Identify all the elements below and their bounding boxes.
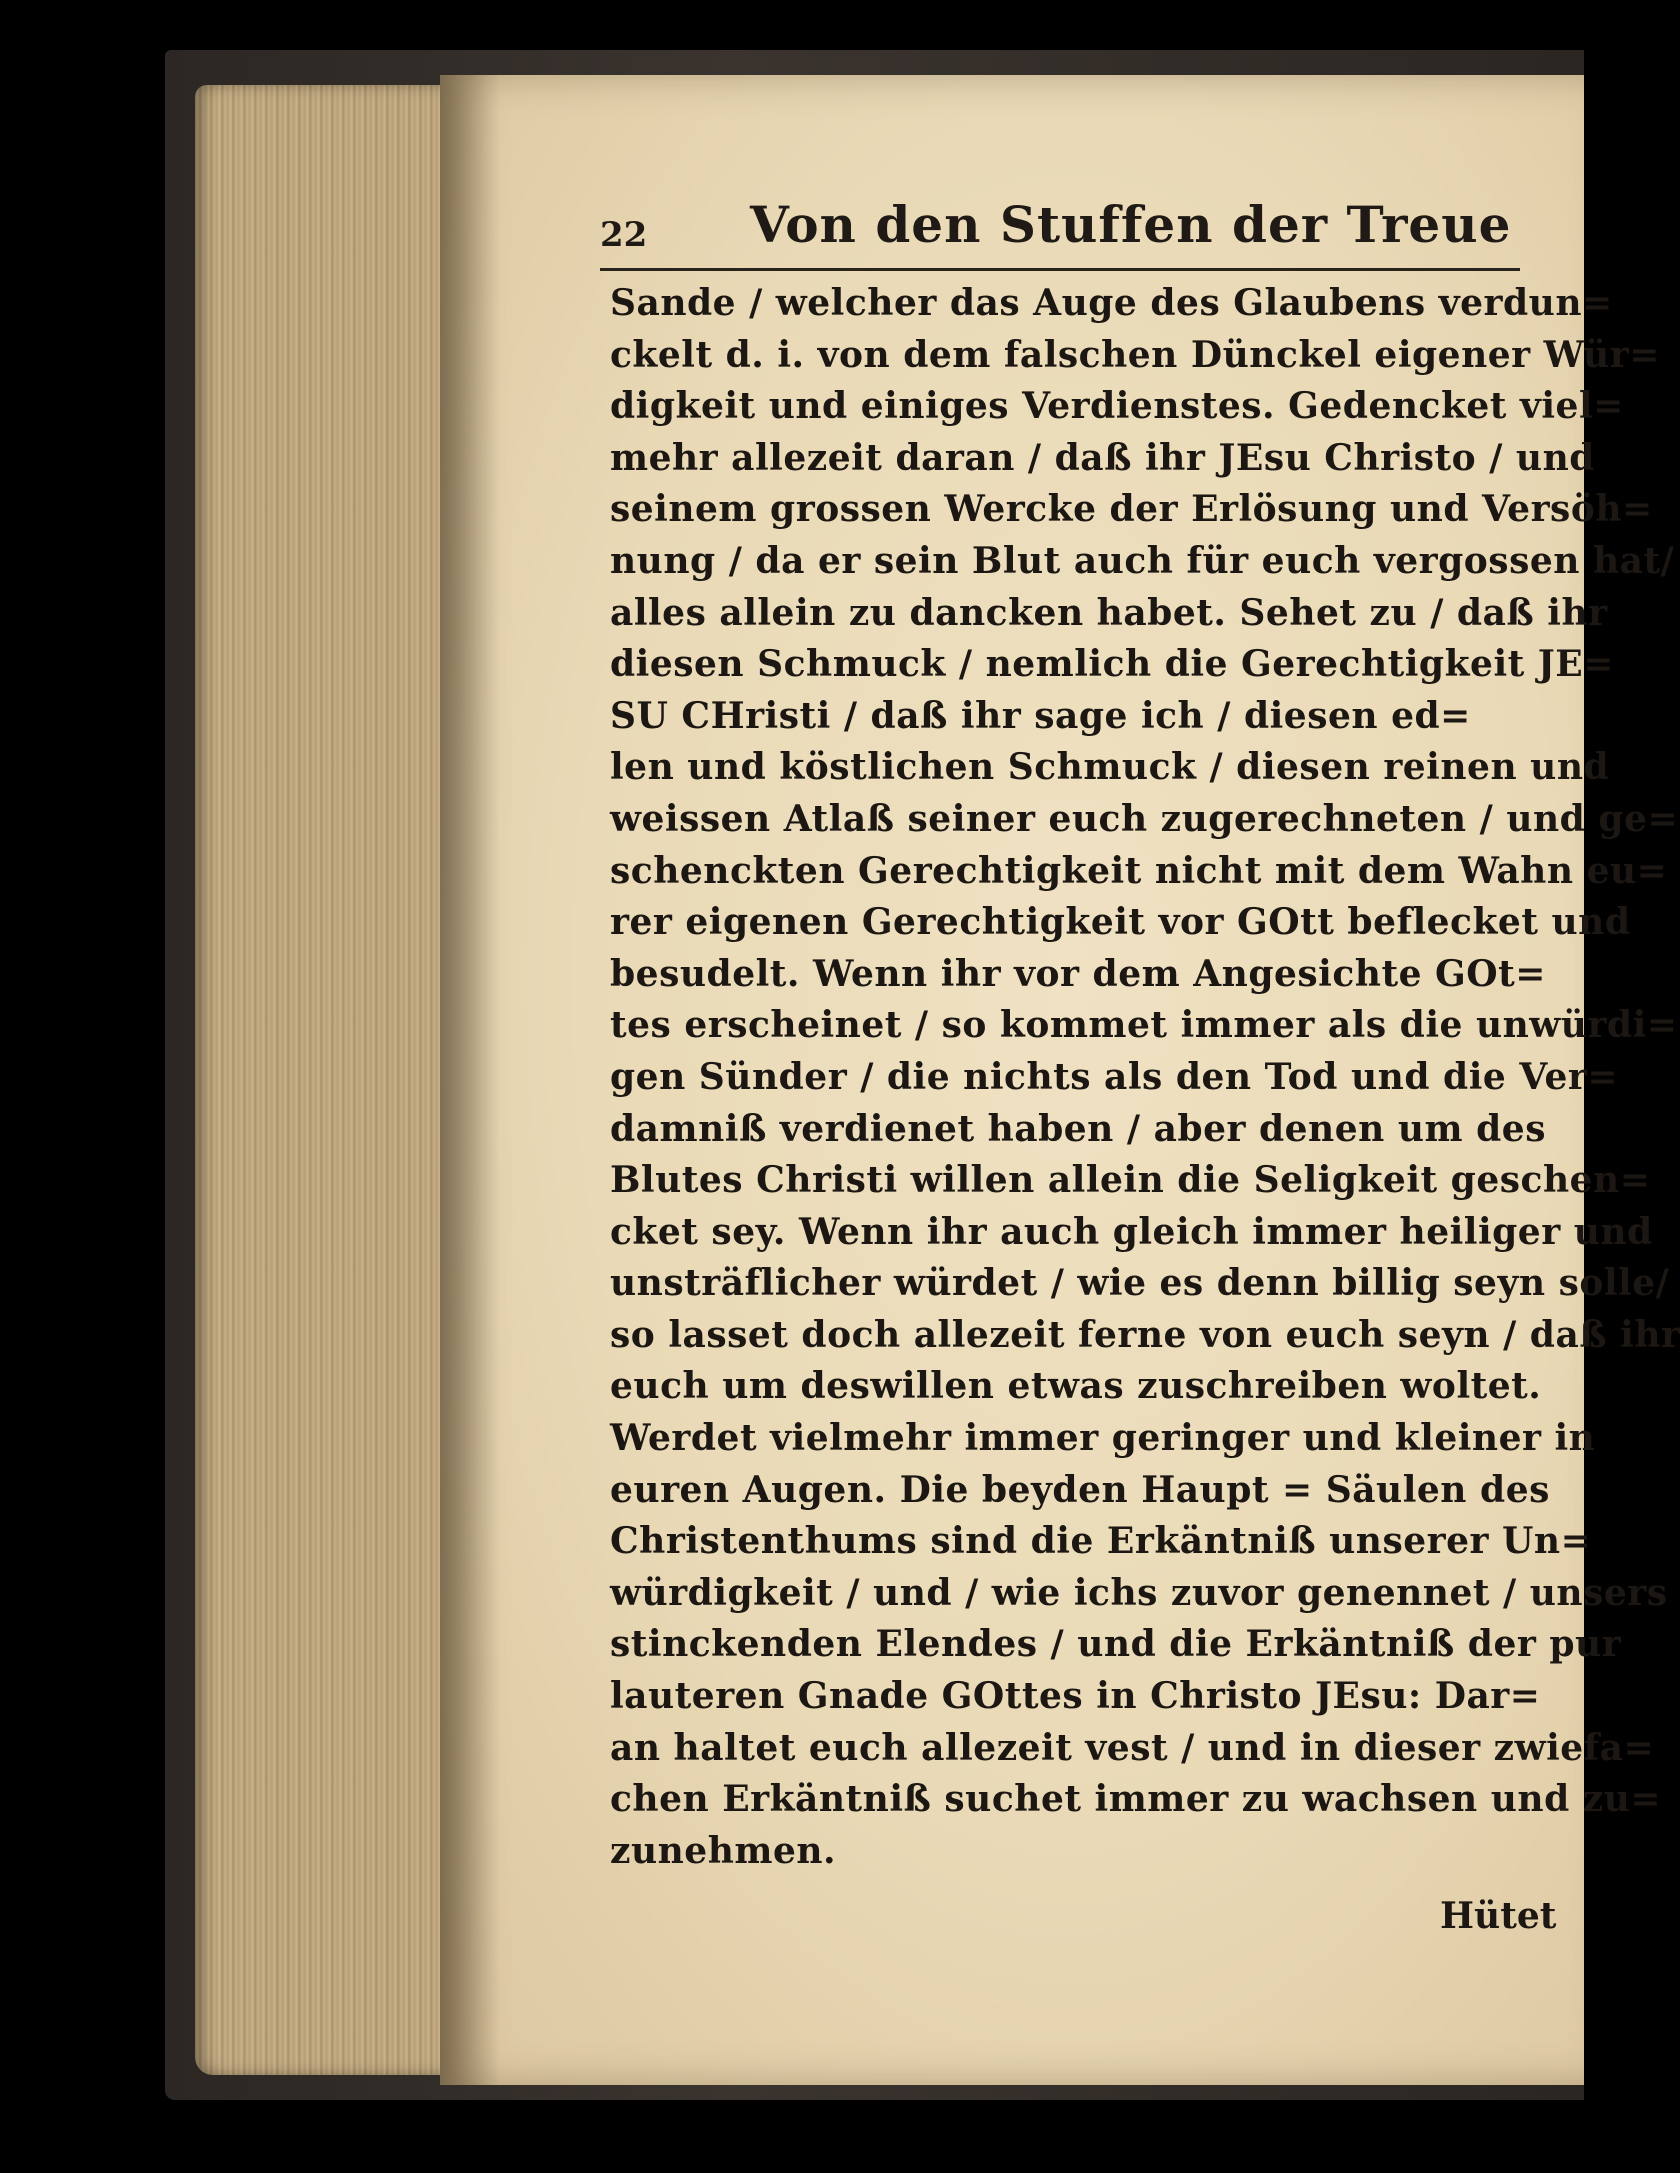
- running-head: [600, 195, 1530, 265]
- text-line: Blutes Christi willen allein die Seligkeit geschen=: [610, 1159, 1651, 1202]
- text-line: euren Augen. Die beyden Haupt = Säulen des: [610, 1468, 1550, 1511]
- text-line: gen Sünder / die nichts als den Tod und die Ver=: [610, 1055, 1619, 1098]
- text-line: tes erscheinet / so kommet immer als die unwürdi=: [610, 1004, 1678, 1047]
- text-line: schenckten Gerechtigkeit nicht mit dem Wahn eu=: [610, 849, 1668, 892]
- text-line: digkeit und einiges Verdienstes. Gedencket viel=: [610, 385, 1624, 428]
- text-line: Sande / welcher das Auge des Glaubens verdun=: [610, 282, 1613, 324]
- running-title: Von den Stuffen der Treue: [750, 195, 1512, 254]
- catchword: Hütet: [1440, 1895, 1557, 1937]
- text-line: Werdet vielmehr immer geringer und kleiner in: [610, 1417, 1596, 1460]
- text-line: ckelt d. i. von dem falschen Dünckel eigener Wür=: [610, 333, 1660, 376]
- text-line: stinckenden Elendes / und die Erkäntniß der pur: [610, 1623, 1622, 1666]
- text-line: diesen Schmuck / nemlich die Gerechtigkeit JE=: [610, 643, 1614, 686]
- text-line: rer eigenen Gerechtigkeit vor GOtt beflecket und: [610, 901, 1631, 944]
- text-line: weissen Atlaß seiner euch zugerechneten / und ge=: [610, 797, 1679, 840]
- text-line: besudelt. Wenn ihr vor dem Angesichte GOt=: [610, 952, 1546, 995]
- gutter-shadow: [440, 75, 500, 2085]
- text-line: cket sey. Wenn ihr auch gleich immer heiliger und: [610, 1210, 1653, 1253]
- text-line: unsträflicher würdet / wie es denn billig seyn solle/: [610, 1262, 1670, 1305]
- text-line: SU CHristi / daß ihr sage ich / diesen ed=: [610, 694, 1471, 737]
- page-edges: [195, 85, 455, 2075]
- text-line: zunehmen.: [610, 1829, 837, 1872]
- text-line: len und köstlichen Schmuck / diesen reinen und: [610, 746, 1610, 789]
- text-line: euch um deswillen etwas zuschreiben woltet.: [610, 1365, 1542, 1408]
- body-text: [610, 278, 1680, 1877]
- text-line: an haltet euch allezeit vest / und in dieser zwiefa=: [610, 1726, 1655, 1769]
- text-line: damniß verdienet haben / aber denen um des: [610, 1107, 1546, 1150]
- text-line: mehr allezeit daran / daß ihr JEsu Christo / und: [610, 436, 1595, 479]
- text-line: alles allein zu dancken habet. Sehet zu / daß ihr: [610, 591, 1608, 634]
- text-line: seinem grossen Wercke der Erlösung und Versöh=: [610, 488, 1653, 531]
- page-number: 22: [600, 215, 648, 255]
- head-rule: [600, 268, 1520, 271]
- text-line: so lasset doch allezeit ferne von euch seyn / daß ihr: [610, 1313, 1680, 1356]
- text-line: würdigkeit / und / wie ichs zuvor genennet / unsers: [610, 1571, 1668, 1614]
- text-line: Christenthums sind die Erkäntniß unserer Un=: [610, 1520, 1592, 1563]
- text-line: nung / da er sein Blut auch für euch vergossen hat/: [610, 539, 1675, 582]
- text-line: chen Erkäntniß suchet immer zu wachsen und zu=: [610, 1778, 1662, 1821]
- text-line: lauteren Gnade GOttes in Christo JEsu: Dar=: [610, 1675, 1541, 1718]
